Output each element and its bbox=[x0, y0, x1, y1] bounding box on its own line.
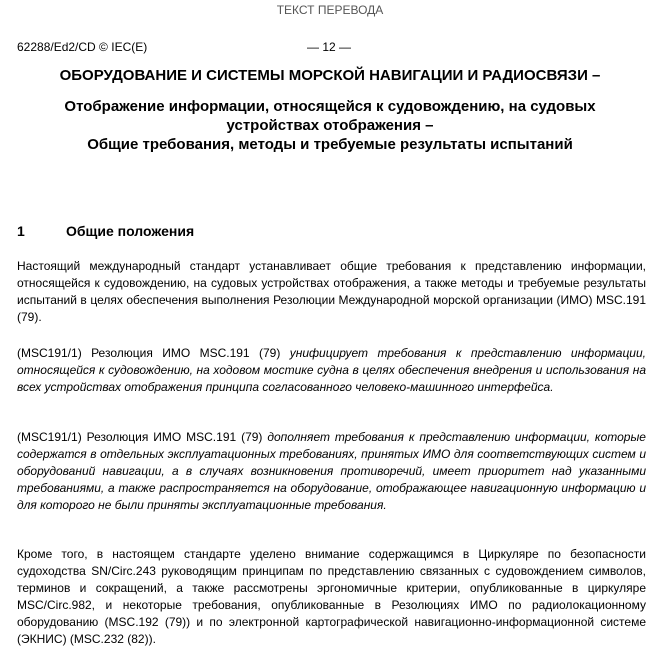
section-number: 1 bbox=[17, 223, 25, 239]
subtitle-line-2: устройствах отображения – bbox=[226, 117, 434, 134]
subtitle-line-1: Отображение информации, относящейся к судовождению, на судовых bbox=[64, 98, 596, 115]
paragraph-lead: (MSC191/1) Резолюция ИМО MSC.191 (79) bbox=[17, 346, 290, 360]
document-id: 62288/Ed2/CD © IEC(E) bbox=[17, 40, 148, 54]
paragraph-italic-text: дополняет требования к представлению информации, которые содержатся в отдельных эксплуатационных требованиях, принятых ИМО для соответствующих систем и оборудований навигации, а в случаях возникновения противоречий, имеет приоритет над указанными требованиями, а также распространяется на оборудование, отображающее навигационную информацию и для которого не были приняты эксплуатационные требования. bbox=[17, 430, 646, 512]
paragraph-msc-supplements bbox=[17, 429, 646, 514]
page-number: — 12 — bbox=[307, 40, 352, 54]
paragraph-additional-guidance: Кроме того, в настоящем стандарте уделено внимание содержащимся в Циркуляре по безопасности судоходства SN/Circ.243 руководящим принципам по представлению связанных с судовождением символов, терминов и сокращений, а также рассмотрены эргономичные критерии, опубликованные в циркуляре MSC/Circ.982, и некоторые требования, опубликованные в Резолюциях ИМО по радиолокационному оборудованию (MSC.192 (79)) и по электронной картографической навигационно-информационной системе (ЭКНИС) (MSC.232 (82)). bbox=[17, 547, 646, 646]
section-title: Общие положения bbox=[66, 223, 195, 239]
paragraph-lead: (MSC191/1) Резолюция ИМО MSC.191 (79) bbox=[17, 430, 268, 444]
paragraph-scope: Настоящий международный стандарт устанавливает общие требования к представлению информации, относящейся к судовождению, на судовых устройствах отображения, а также методы и требуемые результаты испытаний в целях обеспечения выполнения Резолюции Международной морской организации (ИМО) MSC.191 (79). bbox=[17, 259, 646, 324]
translation-banner: ТЕКСТ ПЕРЕВОДА bbox=[276, 3, 384, 17]
paragraph-italic-text: унифицирует требования к представлению информации, относящейся к судовождению, на ходовом мостике судна в целях обеспечения внедрения и использования на всех устройствах отображения принципа согласованного человеко-машинного интерфейса. bbox=[17, 346, 646, 394]
subtitle-line-3: Общие требования, методы и требуемые результаты испытаний bbox=[87, 136, 573, 153]
document-subtitle bbox=[30, 97, 630, 154]
document-title: ОБОРУДОВАНИЕ И СИСТЕМЫ МОРСКОЙ НАВИГАЦИИ И РАДИОСВЯЗИ – bbox=[59, 67, 601, 84]
paragraph-msc-unifies bbox=[17, 345, 646, 396]
